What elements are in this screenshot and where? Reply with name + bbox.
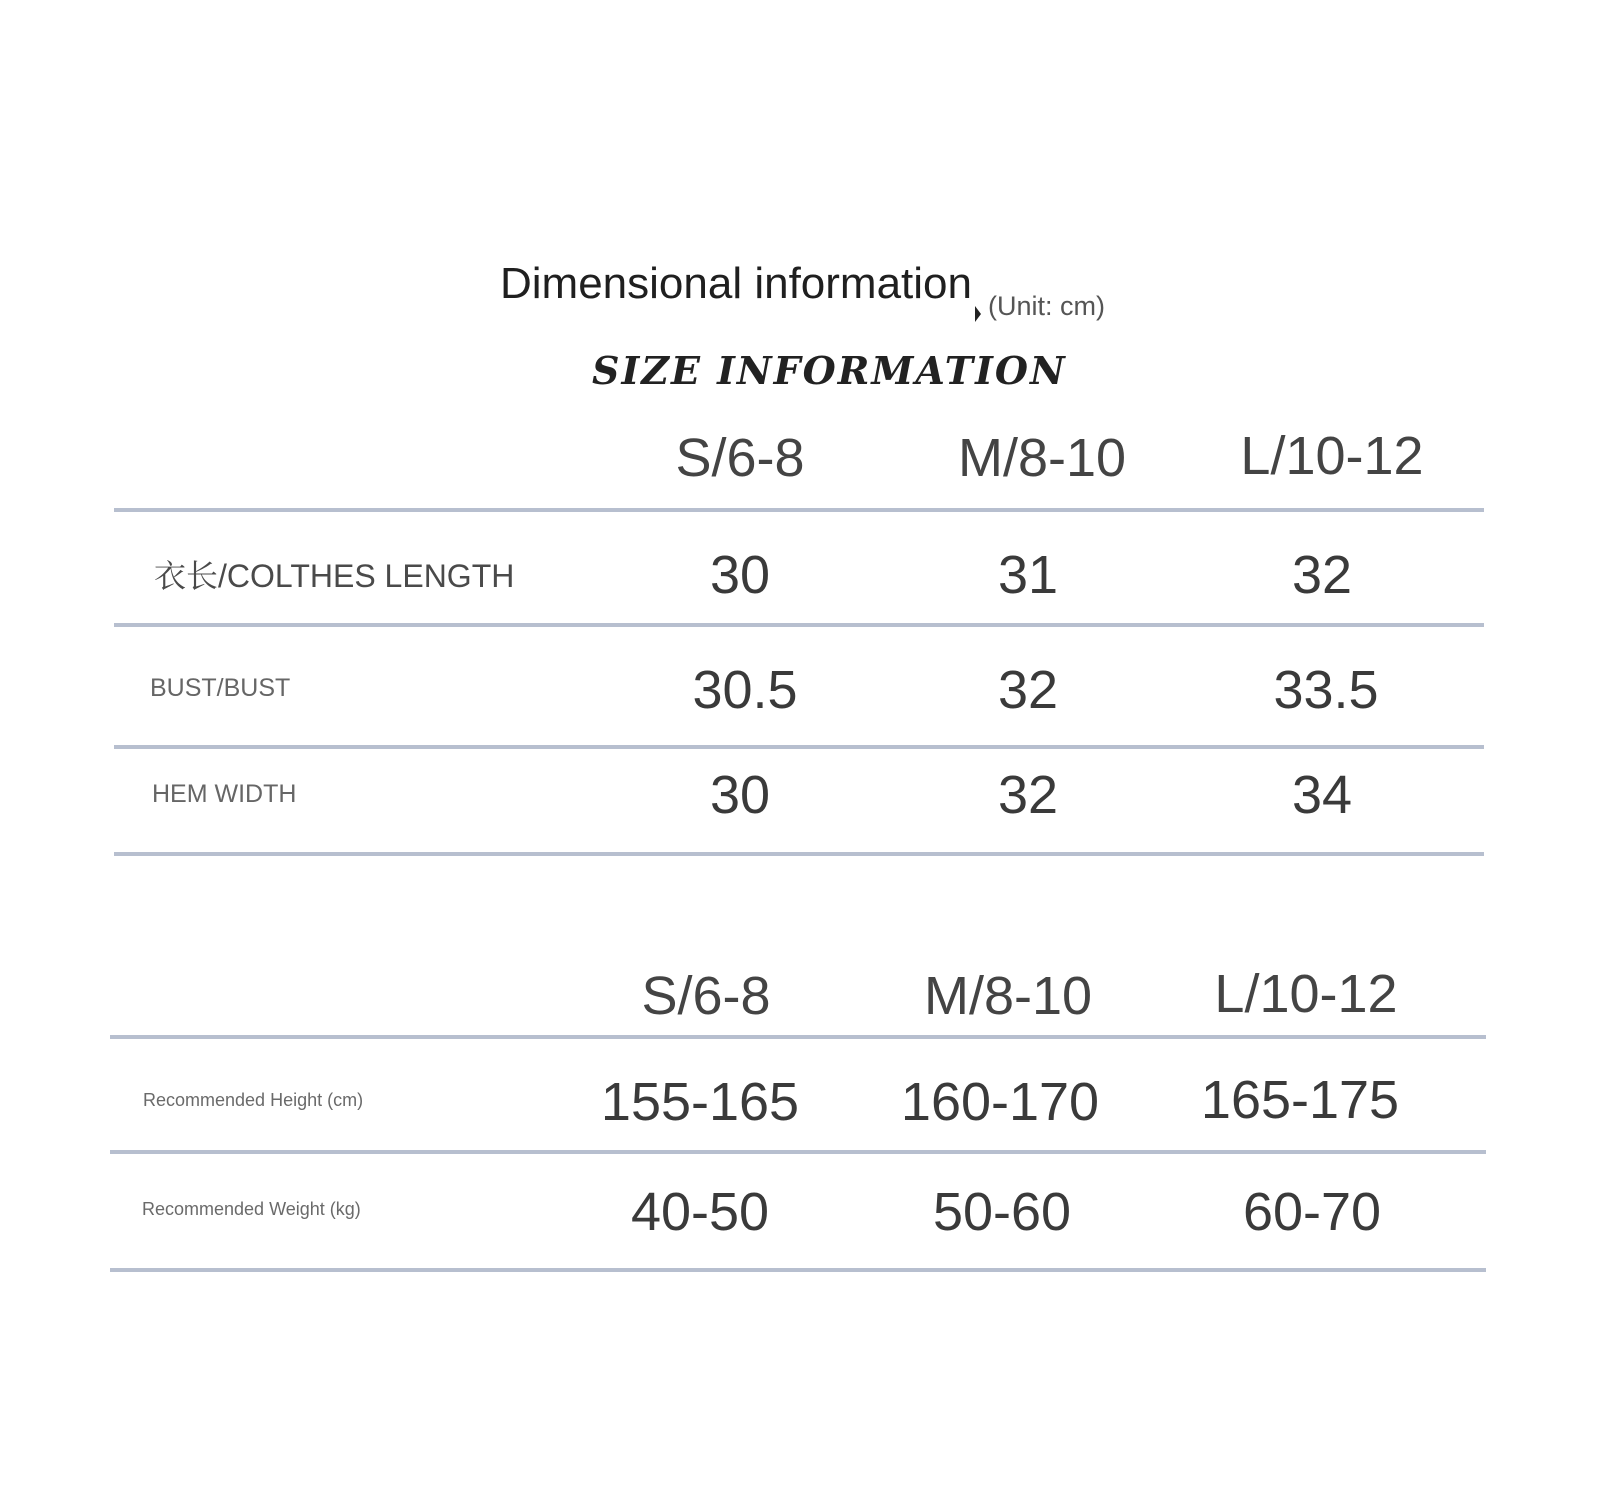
table-cell: 60-70	[1242, 1182, 1382, 1242]
table-cell: 155-165	[600, 1072, 800, 1132]
row-label-recommended-weight: Recommended Weight (kg)	[142, 1199, 361, 1219]
table-cell: 40-50	[630, 1182, 770, 1242]
table-cell: 32	[1291, 545, 1353, 605]
row-label-recommended-height: Recommended Height (cm)	[143, 1090, 364, 1110]
table-cell: 30	[709, 765, 771, 825]
table-cell: 32	[997, 765, 1059, 825]
table-divider	[114, 852, 1484, 856]
column-header-l: L/10-12	[1240, 426, 1424, 486]
table-divider	[110, 1150, 1486, 1154]
table-cell: 30	[709, 545, 771, 605]
row-label-hem-width: HEM WIDTH	[152, 780, 297, 808]
row-label-clothes-length: 衣长/COLTHES LENGTH	[154, 558, 515, 594]
table-cell: 33.5	[1273, 660, 1379, 720]
table-divider	[114, 623, 1484, 627]
column-header-m: M/8-10	[957, 428, 1127, 488]
table-cell: 32	[997, 660, 1059, 720]
column-header-m: M/8-10	[923, 966, 1093, 1026]
table-cell: 50-60	[932, 1182, 1072, 1242]
page-title: Dimensional information	[500, 259, 972, 308]
column-header-s: S/6-8	[641, 966, 771, 1026]
table-cell: 165-175	[1200, 1070, 1400, 1130]
unit-label: (Unit: cm)	[988, 291, 1105, 321]
table-cell: 34	[1291, 765, 1353, 825]
column-header-l: L/10-12	[1214, 964, 1398, 1024]
column-header-s: S/6-8	[675, 428, 805, 488]
size-information-heading: SIZE INFORMATION	[592, 348, 1067, 393]
table-cell: 31	[997, 545, 1059, 605]
table-cell: 160-170	[900, 1072, 1100, 1132]
table-divider	[110, 1035, 1486, 1039]
table-divider	[114, 745, 1484, 749]
cursor-arrow-icon	[975, 306, 981, 322]
table-divider	[110, 1268, 1486, 1272]
table-divider	[114, 508, 1484, 512]
row-label-bust: BUST/BUST	[150, 674, 291, 702]
table-cell: 30.5	[692, 660, 798, 720]
